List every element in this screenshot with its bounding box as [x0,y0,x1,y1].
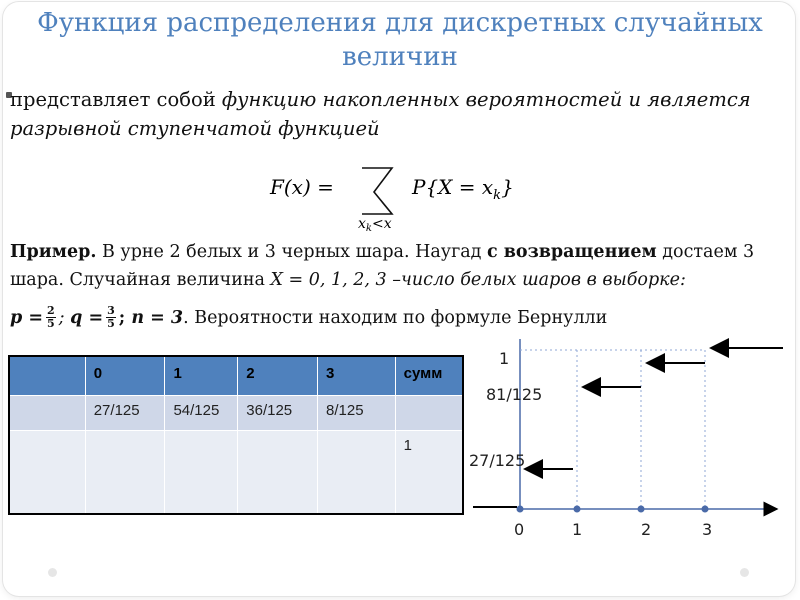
formula-rhs: $P\{X = x_k\}$ [412,175,514,203]
table-header-cell: сумм [395,356,463,396]
table-row [9,396,463,431]
intro-italic-1: функцию накопленных вероятностей и является [221,88,751,111]
sigma-icon [362,168,392,214]
example-line-3: p = $\frac{2}{5}$ ; q = $\frac{3}{5}$ ; n = 3 . Вероятности находим по формуле Бернулли [10,304,608,330]
example-line3-rest: . Вероятности находим по формуле Бернулли [183,307,608,328]
axis-point-2 [638,506,645,513]
q-denominator: 5 [107,317,115,330]
axis-point-0 [517,506,524,513]
x-label-0: 0 [514,520,525,539]
intro-line-2: разрывной ступенчатой функцией [10,117,380,140]
table-cell [85,431,165,515]
x-label-3: 3 [702,520,713,539]
probability-table [8,355,464,515]
p-denominator: 5 [47,317,55,330]
table-cell: 36/125 [238,396,318,431]
table-cell [318,431,396,515]
table-header-cell: 2 [238,356,318,396]
table-cell [395,396,463,431]
example-label: Пример. [10,242,97,262]
table-header-cell: 3 [318,356,396,396]
p-label: p = [10,307,43,328]
example-line2-italic: X = 0, 1, 2, 3 –число белых шаров в выборке: [270,270,686,290]
slide-title: Функция распределения для дискретных случайных величин [37,8,763,72]
example-text-1: В урне 2 белых и 3 черных шара. Наугад [96,242,488,262]
axis-point-1 [574,506,581,513]
corner-dot-bottom-right [740,568,749,577]
y-label-1: 1 [499,349,510,368]
example-text-2: достаем 3 [656,242,755,262]
table-header-cell: 0 [85,356,165,396]
formula-lhs: F(x) = [270,175,334,199]
table-cell: 8/125 [318,396,396,431]
table-cell [238,431,318,515]
step-function-graph [465,335,795,545]
axis-point-3 [702,506,709,513]
table-cell: 1 [395,431,463,515]
formula-subscript: $x_k<x$ [358,216,392,234]
table-header-cell [9,356,85,396]
example-line-1 [10,242,754,262]
y-label-27-125: 27/125 [469,451,526,470]
p-numerator: 2 [47,304,55,317]
x-label-1: 1 [572,520,583,539]
q-numerator: 3 [107,304,115,317]
table-header-cell: 1 [165,356,238,396]
example-bold-with-return: с возвращением [487,242,657,262]
table-row [9,431,463,515]
n-label: n = 3 [131,307,184,328]
table-cell: 54/125 [165,396,238,431]
p-fraction [46,305,56,330]
corner-dot-bottom-left [48,568,57,577]
intro-plain: представляет собой [10,88,222,111]
x-label-2: 2 [641,520,652,539]
table-cell [165,431,238,515]
q-label: q = [70,307,104,328]
q-fraction [106,305,116,330]
y-label-81-125: 81/125 [486,385,543,404]
example-line-2 [10,270,686,290]
example-line2-plain: шара. Случайная величина [10,270,271,290]
intro-line-1 [10,88,751,111]
table-cell [9,431,85,515]
table-header-row [9,356,463,396]
distribution-formula [270,158,550,234]
table-cell: 27/125 [85,396,165,431]
table-cell [9,396,85,431]
